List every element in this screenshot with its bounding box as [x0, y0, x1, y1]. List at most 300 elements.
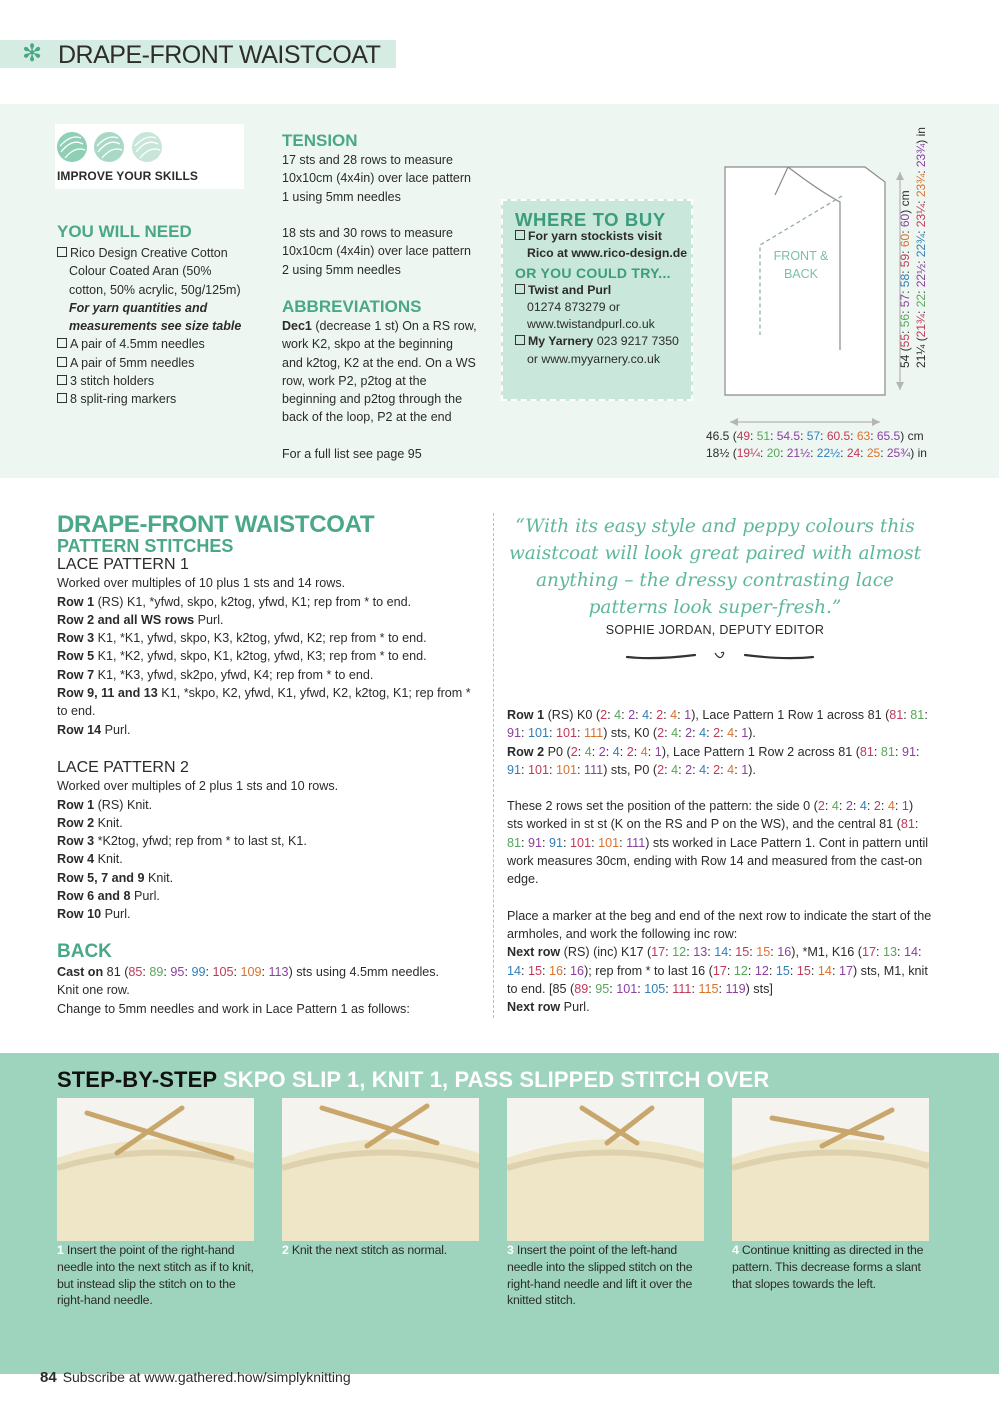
instruction-text: : — [720, 762, 728, 777]
size-value: 4 — [642, 708, 650, 722]
step-photo-3 — [507, 1098, 704, 1241]
size-sep: : — [760, 446, 767, 460]
size-sep: : — [914, 167, 928, 174]
pattern-row — [57, 611, 482, 629]
checkbox-icon — [57, 375, 67, 385]
instruction-text: : — [637, 981, 645, 996]
abbreviation-line — [282, 372, 482, 390]
stockist-line: Rico at www.rico-design.de — [527, 246, 688, 261]
checkbox-icon — [57, 393, 67, 403]
need-item — [57, 390, 272, 408]
instruction-text: : — [915, 744, 920, 759]
size-value: 17 — [651, 945, 666, 960]
step-by-step-title: STEP-BY-STEP SKPO SLIP 1, KNIT 1, PASS SLIPPED STITCH OVER — [57, 1067, 770, 1092]
lace1-rows — [57, 593, 482, 739]
instruction-text: : — [914, 817, 919, 832]
row-instruction: *K2tog, yfwd; rep from * to last st, K1. — [94, 834, 307, 849]
stockist-line: For yarn stockists visit — [515, 228, 690, 245]
size-value: 17 — [861, 945, 876, 960]
instruction-text: : — [619, 744, 627, 759]
row-label: Row 2 and all WS rows — [57, 612, 195, 627]
instruction-text: : — [549, 762, 557, 777]
cast-on-line — [57, 963, 487, 981]
pattern-row — [57, 905, 482, 923]
size-value: 2 — [600, 708, 608, 722]
size-value: 91 — [507, 726, 522, 741]
instruction-text: : — [831, 963, 839, 978]
row-instruction: K1, *K1, yfwd, skpo, K3, k2tog, yfwd, K2; rep from * to end. — [94, 631, 427, 646]
size-sep: : — [898, 287, 912, 294]
pattern-row — [57, 850, 482, 868]
back-instructions — [507, 706, 932, 1016]
size-value: 105 — [212, 965, 234, 979]
size-value: 2 — [845, 799, 853, 814]
size-value: 4 — [584, 744, 592, 759]
abbreviations-more: For a full list see page 95 — [282, 447, 422, 461]
row-instruction: Knit. — [94, 815, 123, 830]
size-sep: : — [870, 429, 877, 443]
size-value: 2 — [598, 744, 606, 759]
size-value: 111 — [584, 726, 604, 741]
size-value: 15 — [756, 945, 771, 960]
you-will-need-heading: YOU WILL NEED — [57, 222, 192, 241]
yarn-ball-icon — [132, 132, 162, 162]
lace2-intro: Worked over multiples of 2 plus 1 sts and 10 rows. — [57, 779, 339, 794]
instruction-text: : — [880, 799, 888, 814]
instruction-text: : — [838, 799, 846, 814]
tension-line: 1 using 5mm needles — [282, 189, 401, 204]
pattern-row — [57, 887, 482, 905]
size-value: 85 — [128, 965, 143, 979]
size-value: 101 — [570, 835, 592, 850]
size-value: 24 — [846, 446, 861, 460]
abbreviation-line — [282, 408, 482, 426]
size-value: 21½ — [786, 446, 811, 460]
size-value: 4 — [727, 762, 735, 777]
row-label: Row 1 — [57, 797, 95, 812]
size-value: 22¾ — [914, 233, 928, 258]
tension-line: 17 sts and 28 rows to measure — [282, 153, 453, 167]
instruction-text: : — [691, 981, 699, 996]
instruction-text: Purl. — [560, 1000, 590, 1015]
size-value: 81 — [859, 744, 874, 759]
instruction-text: : — [521, 963, 529, 978]
size-sep: 81 ( — [103, 965, 129, 979]
size-value: 14 — [903, 945, 918, 960]
size-value: 2 — [628, 708, 636, 722]
yarn-ball-icon — [57, 132, 87, 162]
instruction-text: : — [866, 799, 874, 814]
tension-line: 10x10cm (4x4in) over lace pattern — [282, 171, 471, 186]
size-value: 4 — [831, 799, 839, 814]
step-photo-2 — [282, 1098, 479, 1241]
size-sep: : — [261, 965, 269, 979]
lace1-heading: LACE PATTERN 1 — [57, 556, 189, 573]
size-value: 2 — [657, 726, 665, 741]
instruction-text: : — [591, 744, 599, 759]
instruction-text: : — [542, 835, 550, 850]
checkbox-icon — [57, 338, 67, 348]
size-value: 91 — [549, 835, 564, 850]
pattern-row — [57, 832, 482, 850]
row-instruction: K1, *skpo, K2, yfwd, K1, yfwd, K2, k2tog, K1; rep from * to end. — [57, 686, 471, 719]
size-value: 101 — [616, 981, 638, 996]
tension-text — [282, 151, 482, 279]
size-sep: : — [184, 965, 192, 979]
abbreviation-line — [282, 354, 482, 372]
instruction-text: : — [894, 744, 902, 759]
size-value: 119 — [725, 981, 746, 996]
instruction-text: : — [896, 945, 904, 960]
size-sep: : — [914, 257, 928, 264]
instruction-text: : — [747, 963, 755, 978]
instruction-text: : — [707, 945, 715, 960]
size-sep: : — [914, 197, 928, 204]
pull-quote: “With its easy style and peppy colours this waistcoat will look great paired with almost anything – the dressy contrasting lace patterns look super-fresh.” — [508, 516, 922, 618]
step-photo-1 — [57, 1098, 254, 1241]
pattern-row — [57, 647, 482, 665]
need-item — [57, 299, 272, 317]
instruction-text: : — [649, 708, 657, 722]
instruction-text: : — [789, 963, 797, 978]
pattern-subtitle: PATTERN STITCHES — [57, 536, 234, 556]
instruction-text: : — [588, 981, 596, 996]
size-value: 17 — [712, 963, 727, 978]
size-value: 2 — [657, 762, 665, 777]
instruction-text: : — [903, 708, 911, 722]
instruction-paragraph — [507, 797, 932, 888]
instruction-text: : — [647, 744, 655, 759]
step-caption-4: 4 Continue knitting as directed in the pattern. This decrease forms a slant that slopes towards the left. — [732, 1243, 924, 1291]
instruction-text: : — [728, 945, 736, 960]
row-instruction: Purl. — [130, 889, 160, 904]
size-value: 63 — [856, 429, 871, 443]
instruction-text: : — [894, 799, 902, 814]
instruction-text: (RS) (inc) K17 ( — [560, 945, 652, 960]
width-measurement-cm — [706, 429, 946, 443]
size-value: 65.5 — [876, 429, 901, 443]
stockist-phone: 01274 873279 or — [527, 300, 620, 315]
instruction-text: P0 ( — [544, 744, 571, 759]
row-instruction: Purl. — [194, 612, 224, 627]
size-value: 99 — [191, 965, 206, 979]
size-value: 81 — [910, 708, 925, 722]
size-value: 4 — [727, 726, 735, 741]
size-value: 2 — [570, 744, 578, 759]
size-value: 49 — [736, 429, 751, 443]
size-value: 81 — [900, 817, 915, 832]
size-value: 2 — [713, 762, 721, 777]
size-sep: : — [163, 965, 171, 979]
need-item — [57, 281, 272, 299]
pattern-row — [57, 721, 482, 739]
abbreviations-heading: ABBREVIATIONS — [282, 297, 422, 316]
step-photo-4 — [732, 1098, 929, 1241]
abbreviation-text: back of the loop, P2 at the end — [282, 410, 452, 425]
size-value: 57 — [898, 293, 912, 308]
instruction-text: : — [692, 762, 700, 777]
abbreviation-text: beginning and p2tog through the — [282, 392, 463, 407]
instruction-text: : — [563, 835, 571, 850]
size-value: 12 — [733, 963, 748, 978]
size-value: 21¾ — [914, 313, 928, 338]
size-value: 22½ — [816, 446, 841, 460]
size-value: 105 — [644, 981, 666, 996]
abbreviation-line — [282, 317, 482, 335]
size-value: 2 — [817, 799, 825, 814]
row-label: Row 2 — [507, 744, 545, 759]
back-line: Knit one row. — [57, 983, 130, 998]
instruction-text: ), Lace Pattern 1 Row 2 across 81 ( — [661, 744, 860, 759]
size-sep: : — [750, 429, 757, 443]
instruction-text: : — [824, 799, 832, 814]
size-sep: 54 ( — [898, 347, 912, 368]
size-value: 1 — [684, 708, 692, 722]
abbreviation-line — [282, 390, 482, 408]
size-value: 113 — [268, 965, 289, 979]
size-value: 81 — [889, 708, 904, 722]
need-item-text: cotton, 50% acrylic, 50g/125m) — [69, 282, 241, 297]
size-value: 23¼ — [914, 203, 928, 228]
step-caption-1: 1 Insert the point of the right-hand needle into the next stitch as if to knit, but instead slip the stitch on to the right-hand needle. — [57, 1243, 254, 1308]
row-instruction: K1, *K3, yfwd, sk2po, yfwd, K4; rep from * to end. — [94, 667, 374, 682]
size-value: 16 — [570, 963, 585, 978]
back-section — [57, 941, 487, 1018]
size-sep: : — [820, 429, 827, 443]
size-sep: ) in — [914, 127, 928, 144]
instruction-text: : — [749, 945, 757, 960]
instruction-text: : — [633, 744, 641, 759]
flourish-ornament — [625, 647, 815, 667]
checkbox-icon — [57, 357, 67, 367]
size-value: 95 — [170, 965, 185, 979]
instruction-text: : — [605, 744, 613, 759]
instruction-text: ) sts worked in Lace Pattern 1. Cont in pattern until work measures 30cm, ending with Row 14 and measured from the cast-on edge. — [507, 835, 929, 887]
size-value: 4 — [614, 708, 622, 722]
pattern-row — [57, 796, 482, 814]
size-value: 101 — [528, 726, 550, 741]
need-item-text: For yarn quantities and — [69, 300, 208, 315]
instruction-text: ); rep from * to last 16 ( — [584, 963, 713, 978]
size-value: 59 — [898, 253, 912, 268]
size-sep: : — [898, 227, 912, 234]
size-sep: 21¼ ( — [914, 337, 928, 368]
size-value: 15 — [528, 963, 543, 978]
size-value: 16 — [777, 945, 792, 960]
size-value: 89 — [574, 981, 589, 996]
instruction-text: : — [577, 744, 585, 759]
instruction-text: : — [692, 726, 700, 741]
abbreviation-term: Dec1 — [282, 319, 312, 333]
size-value: 15 — [775, 963, 790, 978]
need-item — [57, 317, 272, 335]
need-item — [57, 244, 272, 262]
instruction-text: : — [663, 708, 671, 722]
instruction-text: : — [664, 726, 672, 741]
schematic-label: BACK — [783, 267, 819, 281]
instruction-text: : — [665, 945, 673, 960]
instruction-text: : — [665, 981, 673, 996]
page-footer — [40, 1369, 351, 1386]
stockist-web[interactable]: www.twistandpurl.co.uk — [527, 317, 655, 332]
size-value: 101 — [528, 762, 550, 777]
row-label: Row 9, 11 and 13 — [57, 686, 158, 701]
row-label: Row 14 — [57, 722, 102, 737]
garment-schematic — [700, 150, 990, 475]
pattern-row — [57, 684, 482, 721]
row-label: Row 3 — [57, 834, 95, 849]
size-value: 60.5 — [826, 429, 851, 443]
instruction-text: : — [918, 945, 922, 960]
size-value: 57 — [806, 429, 821, 443]
clover-icon: ✻ — [22, 40, 43, 67]
instruction-text: : — [577, 726, 585, 741]
row-label: Row 7 — [57, 667, 95, 682]
instruction-text: : — [677, 708, 685, 722]
page-title: DRAPE-FRONT WAISTCOAT — [58, 41, 381, 69]
row-label: Row 2 — [57, 815, 95, 830]
row-instruction: Purl. — [101, 722, 131, 737]
stockist-name: My Yarnery 023 9217 7350 — [515, 333, 690, 350]
alternative-heading: OR YOU COULD TRY... — [515, 264, 671, 281]
stockist-web[interactable]: or www.myyarnery.co.uk — [527, 351, 661, 366]
size-value: 60 — [898, 213, 912, 228]
need-item-text: measurements see size table — [69, 319, 242, 334]
size-value: 1 — [741, 762, 749, 777]
row-label: Row 6 and 8 — [57, 889, 131, 904]
instruction-text: : — [686, 945, 694, 960]
size-value: 91 — [507, 762, 522, 777]
instruction-text: : — [635, 708, 643, 722]
row-label: Row 5, 7 and 9 — [57, 870, 145, 885]
tension-line: 18 sts and 30 rows to measure — [282, 226, 453, 241]
instruction-text: : — [591, 835, 599, 850]
instruction-text: : — [521, 762, 529, 777]
size-value: 2 — [685, 762, 693, 777]
size-sep: : — [142, 965, 150, 979]
size-value: 101 — [598, 835, 620, 850]
step-caption-2: 2 Knit the next stitch as normal. — [282, 1243, 447, 1257]
subscribe-link[interactable]: Subscribe at www.gathered.how/simplyknitting — [62, 1369, 351, 1385]
row-instruction: Purl. — [101, 907, 131, 922]
back-heading: BACK — [57, 941, 112, 962]
size-value: 4 — [640, 744, 648, 759]
need-item-text: A pair of 4.5mm needles — [70, 337, 205, 352]
instruction-text: : — [542, 963, 550, 978]
size-value: 1 — [654, 744, 662, 759]
size-value: 55 — [898, 333, 912, 348]
cast-on-label: Cast on — [57, 965, 104, 979]
instruction-paragraph — [507, 907, 932, 1017]
need-item — [57, 262, 272, 280]
size-value: 14 — [714, 945, 729, 960]
size-value: 81 — [880, 744, 895, 759]
instruction-text: : — [706, 726, 714, 741]
height-measurement-cm — [898, 190, 912, 368]
need-item — [57, 372, 272, 390]
size-value: 51 — [756, 429, 771, 443]
instruction-text: : — [664, 762, 672, 777]
back-line: Change to 5mm needles and work in Lace Pattern 1 as follows: — [57, 1001, 410, 1016]
size-value: 101 — [556, 726, 578, 741]
size-sep: : — [860, 446, 867, 460]
size-value: 13 — [693, 945, 708, 960]
size-value: 109 — [240, 965, 262, 979]
height-measurement-in — [914, 127, 928, 368]
size-sep: : — [840, 446, 847, 460]
pattern-row — [57, 629, 482, 647]
instruction-paragraph — [507, 706, 932, 779]
instruction-text: : — [577, 762, 585, 777]
size-value: 14 — [507, 963, 522, 978]
size-value: 2 — [873, 799, 881, 814]
size-value: 2 — [626, 744, 634, 759]
size-sep: 18½ ( — [706, 446, 737, 460]
size-sep: ) sts using 4.5mm needles. — [288, 965, 440, 979]
where-to-buy-box — [501, 199, 693, 401]
abbreviation-text: row, work P2, p2tog at the — [282, 373, 427, 388]
size-value: 4 — [612, 744, 620, 759]
row-label: Next row — [507, 1000, 561, 1015]
schematic-label: FRONT & — [773, 249, 829, 263]
size-value: 4 — [671, 726, 679, 741]
size-value: 22½ — [914, 263, 928, 288]
size-value: 1 — [901, 799, 909, 814]
size-value: 25 — [866, 446, 881, 460]
row-label: Row 1 — [507, 708, 545, 722]
size-value: 17 — [838, 963, 853, 978]
lace1-intro: Worked over multiples of 10 plus 1 sts and 14 rows. — [57, 576, 346, 591]
instruction-text: : — [521, 835, 529, 850]
instruction-text: : — [720, 726, 728, 741]
size-value: 111 — [626, 835, 646, 850]
size-sep: : — [914, 287, 928, 294]
row-label: Row 5 — [57, 649, 95, 664]
step-caption-3: 3 Insert the point of the left-hand needle into the slipped stitch on the right-hand needle and lift it over the knitted stitch. — [507, 1243, 693, 1308]
tension-line: 10x10cm (4x4in) over lace pattern — [282, 244, 471, 259]
size-value: 56 — [898, 313, 912, 328]
size-value: 115 — [698, 981, 719, 996]
need-item-text: Rico Design Creative Cotton — [70, 246, 228, 260]
row-label: Row 10 — [57, 907, 102, 922]
pattern-row — [57, 814, 482, 832]
instruction-text: : — [619, 835, 627, 850]
size-value: 91 — [528, 835, 543, 850]
size-value: 23¾ — [914, 143, 928, 168]
size-value: 2 — [656, 708, 664, 722]
size-sep: : — [898, 247, 912, 254]
instruction-text: ) sts worked in st st (K on the RS and P on the WS), and the central 81 ( — [507, 799, 914, 832]
instruction-text: : — [873, 744, 881, 759]
instruction-text: ), Lace Pattern 1 Row 1 across 81 ( — [691, 708, 890, 722]
size-value: 25¾ — [886, 446, 911, 460]
instruction-text: : — [770, 945, 778, 960]
need-item-text: Colour Coated Aran (50% — [69, 264, 212, 279]
size-value: 12 — [672, 945, 687, 960]
size-sep: ) cm — [898, 190, 912, 214]
instruction-text: : — [924, 708, 928, 722]
pattern-title: DRAPE-FRONT WAISTCOAT — [57, 511, 375, 538]
instruction-text: : — [706, 762, 714, 777]
abbreviation-text: (decrease 1 st) On a RS row, — [311, 319, 477, 333]
width-measurement-in — [706, 446, 946, 460]
abbreviation-text: work K2, skpo at the beginning — [282, 337, 453, 352]
size-sep: : — [898, 267, 912, 274]
row-instruction: (RS) Knit. — [94, 797, 153, 812]
instruction-text: : — [734, 762, 742, 777]
abbreviation-line — [282, 335, 482, 353]
row-label: Next row — [507, 945, 561, 960]
